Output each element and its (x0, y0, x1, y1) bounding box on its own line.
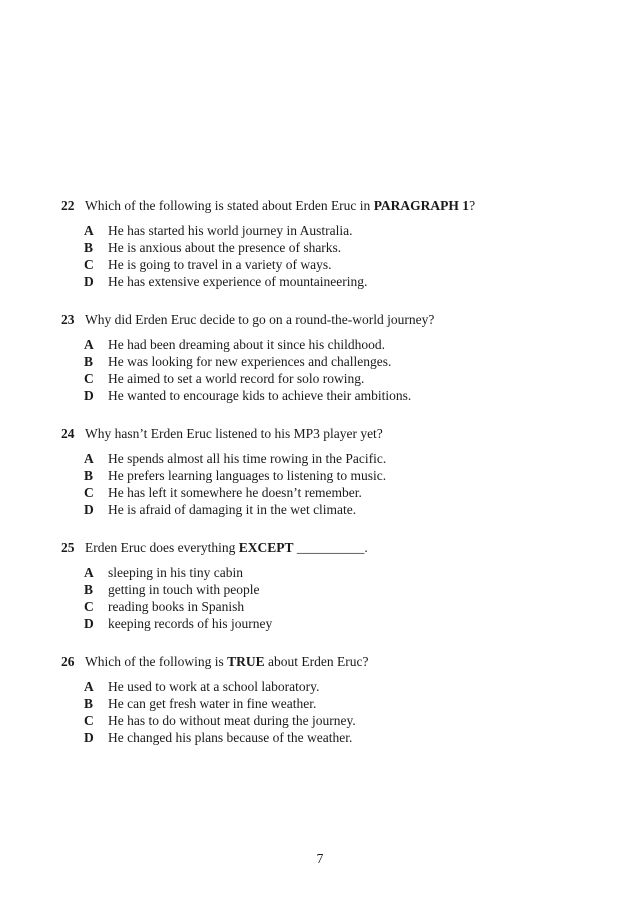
option-b (61, 467, 601, 484)
option-text: He wanted to encourage kids to achieve their ambitions. (108, 388, 412, 403)
question-list (61, 197, 601, 767)
option-text: sleeping in his tiny cabin (108, 565, 243, 580)
option-b (61, 239, 601, 256)
question-22 (61, 197, 601, 290)
option-letter: A (84, 679, 94, 694)
question-number: 23 (61, 312, 75, 327)
option-a (61, 336, 601, 353)
option-text: He prefers learning languages to listening to music. (108, 468, 387, 483)
question-number: 24 (61, 426, 75, 441)
option-letter: D (84, 274, 94, 289)
question-number: 25 (61, 540, 75, 555)
question-26 (61, 653, 601, 746)
option-a (61, 564, 601, 581)
option-letter: D (84, 502, 94, 517)
option-text: getting in touch with people (108, 582, 260, 597)
stem-text: about Erden Eruc? (264, 654, 369, 669)
option-a (61, 222, 601, 239)
emphasis-text: EXCEPT (238, 540, 294, 555)
option-text: He has to do without meat during the journey. (108, 713, 356, 728)
option-text: He has extensive experience of mountaineering. (108, 274, 368, 289)
option-letter: B (84, 354, 94, 369)
option-text: He is afraid of damaging it in the wet climate. (108, 502, 357, 517)
question-24 (61, 425, 601, 518)
option-text: He was looking for new experiences and challenges. (108, 354, 392, 369)
option-d (61, 729, 601, 746)
option-d (61, 501, 601, 518)
option-a (61, 450, 601, 467)
option-b (61, 581, 601, 598)
option-text: He can get fresh water in fine weather. (108, 696, 317, 711)
option-letter: B (84, 696, 94, 711)
stem-text: __________. (293, 540, 368, 555)
question-23 (61, 311, 601, 404)
option-letter: B (84, 468, 94, 483)
option-text: reading books in Spanish (108, 599, 245, 614)
page-number: 7 (316, 851, 324, 866)
option-text: He aimed to set a world record for solo rowing. (108, 371, 365, 386)
question-number: 26 (61, 654, 75, 669)
option-letter: B (84, 240, 94, 255)
option-text: keeping records of his journey (108, 616, 273, 631)
option-letter: C (84, 599, 94, 614)
option-letter: B (84, 582, 94, 597)
option-c (61, 256, 601, 273)
option-c (61, 712, 601, 729)
option-letter: D (84, 730, 94, 745)
stem-text: Why did Erden Eruc decide to go on a round-the-world journey? (85, 312, 435, 327)
option-b (61, 695, 601, 712)
option-c (61, 598, 601, 615)
option-c (61, 370, 601, 387)
option-d (61, 615, 601, 632)
emphasis-text: PARAGRAPH 1 (373, 198, 470, 213)
option-letter: C (84, 713, 94, 728)
option-text: He used to work at a school laboratory. (108, 679, 320, 694)
option-letter: A (84, 223, 94, 238)
question-25 (61, 539, 601, 632)
question-text (85, 653, 368, 670)
option-text: He spends almost all his time rowing in the Pacific. (108, 451, 387, 466)
option-b (61, 353, 601, 370)
stem-text: Why hasn’t Erden Eruc listened to his MP3 player yet? (85, 426, 383, 441)
stem-text: Erden Eruc does everything (85, 540, 239, 555)
option-text: He is anxious about the presence of sharks. (108, 240, 342, 255)
question-stem (61, 539, 601, 556)
option-text: He is going to travel in a variety of ways. (108, 257, 332, 272)
option-text: He changed his plans because of the weather. (108, 730, 353, 745)
option-text: He has left it somewhere he doesn’t remember. (108, 485, 362, 500)
option-letter: A (84, 565, 94, 580)
stem-text: Which of the following is (85, 654, 228, 669)
option-letter: D (84, 388, 94, 403)
option-letter: C (84, 257, 94, 272)
stem-text: Which of the following is stated about Erden Eruc in (85, 198, 374, 213)
option-letter: D (84, 616, 94, 631)
option-c (61, 484, 601, 501)
option-text: He had been dreaming about it since his childhood. (108, 337, 386, 352)
question-number: 22 (61, 198, 75, 213)
question-text (85, 311, 434, 328)
option-letter: A (84, 337, 94, 352)
question-stem (61, 197, 601, 214)
question-stem (61, 311, 601, 328)
question-text (85, 539, 368, 556)
option-text: He has started his world journey in Australia. (108, 223, 353, 238)
question-text (85, 425, 383, 442)
emphasis-text: TRUE (227, 654, 265, 669)
option-d (61, 387, 601, 404)
question-stem (61, 425, 601, 442)
option-d (61, 273, 601, 290)
option-a (61, 678, 601, 695)
option-letter: C (84, 485, 94, 500)
question-stem (61, 653, 601, 670)
option-letter: A (84, 451, 94, 466)
question-text (85, 197, 475, 214)
option-letter: C (84, 371, 94, 386)
stem-text: ? (469, 198, 476, 213)
